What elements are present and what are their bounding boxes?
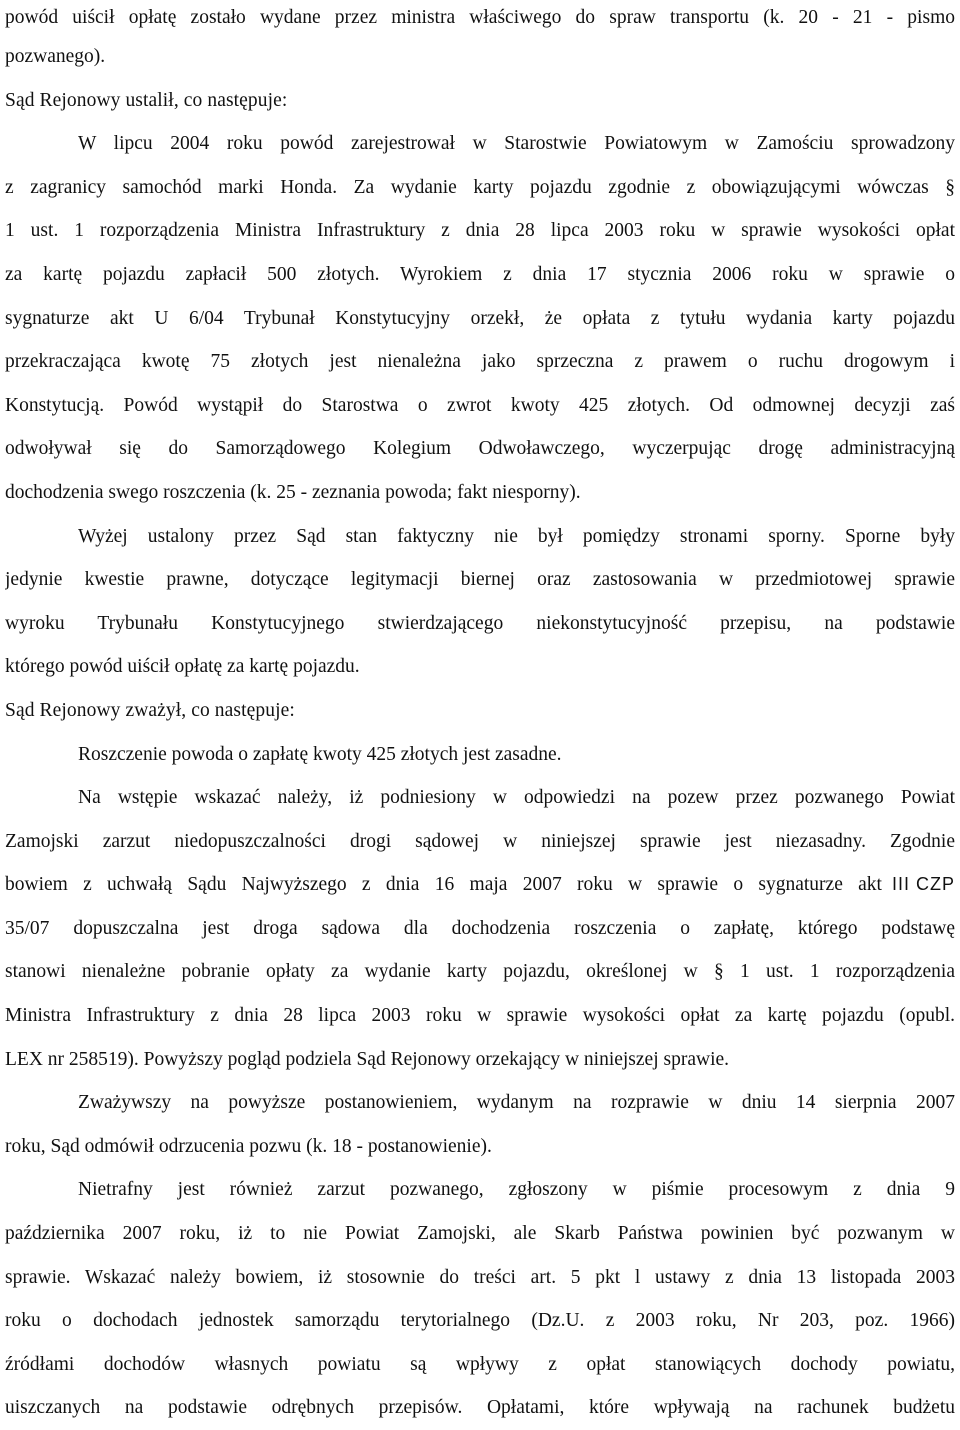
- text-line: którego powód uiścił opłatę za kartę pojazdu.: [5, 656, 360, 678]
- text-line: Zważywszy na powyższe postanowieniem, wydanym na rozprawie w dniu 14 sierpnia 2007: [78, 1092, 955, 1114]
- text-line-main: bowiem z uchwałą Sądu Najwyższego z dnia 16 maja 2007 roku w sprawie o sygnaturze akt: [5, 874, 882, 896]
- case-signature: III CZP: [891, 874, 955, 895]
- text-line: za kartę pojazdu zapłacił 500 złotych. Wyrokiem z dnia 17 stycznia 2006 roku w sprawie o: [5, 263, 955, 285]
- text-line: października 2007 roku, iż to nie Powiat Zamojski, ale Skarb Państwa powinien być pozwanym w: [5, 1223, 955, 1245]
- text-line: z zagranicy samochód marki Honda. Za wydanie karty pojazdu zgodnie z obowiązującymi wówczas §: [5, 176, 955, 198]
- text-line: roku, Sąd odmówił odrzucenia pozwu (k. 18 - postanowienie).: [5, 1135, 492, 1157]
- text-line: stanowi nienależne pobranie opłaty za wydanie karty pojazdu, określonej w § 1 ust. 1 rozporządzenia: [5, 961, 955, 983]
- text-line: 1 ust. 1 rozporządzenia Ministra Infrastruktury z dnia 28 lipca 2003 roku w sprawie wysokości opłat: [5, 220, 955, 242]
- text-line: pozwanego).: [5, 46, 106, 67]
- text-line: powód uiścił opłatę zostało wydane przez ministra właściwego do spraw transportu (k. 20 - 21 - pismo: [5, 7, 955, 28]
- text-line: Wyżej ustalony przez Sąd stan faktyczny nie był pomiędzy stronami sporny. Sporne były: [78, 525, 955, 547]
- text-line: Zamojski zarzut niedopuszczalności drogi sądowej w niniejszej sprawie jest niezasadny. Zgodnie: [5, 830, 955, 852]
- text-line: źródłami dochodów własnych powiatu są wpływy z opłat stanowiących dochody powiatu,: [5, 1353, 955, 1375]
- section-heading-reasoning: Sąd Rejonowy zważył, co następuje:: [5, 699, 295, 721]
- text-line: Ministra Infrastruktury z dnia 28 lipca 2003 roku w sprawie wysokości opłat za kartę pojazdu (opubl.: [5, 1005, 955, 1027]
- text-line: jedynie kwestie prawne, dotyczące legitymacji biernej oraz zastosowania w przedmiotowej sprawie: [5, 569, 955, 591]
- text-line: odwoływał się do Samorządowego Kolegium Odwoławczego, wyczerpując drogę administracyjną: [5, 438, 955, 460]
- text-line: uiszczanych na podstawie odrębnych przepisów. Opłatami, które wpływają na rachunek budżetu: [5, 1397, 955, 1419]
- text-line: Konstytucją. Powód wystąpił do Starostwa o zwrot kwoty 425 złotych. Od odmownej decyzji zaś: [5, 394, 955, 416]
- text-line: 35/07 dopuszczalna jest droga sądowa dla dochodzenia roszczenia o zapłatę, którego podstawę: [5, 917, 955, 939]
- text-line: LEX nr 258519). Powyższy pogląd podziela Sąd Rejonowy orzekający w niniejszej sprawie.: [5, 1048, 730, 1070]
- text-line: wyroku Trybunału Konstytucyjnego stwierdzającego niekonstytucyjność przepisu, na podstawie: [5, 612, 955, 634]
- text-line: przekraczająca kwotę 75 złotych jest nienależna jako sprzeczna z prawem o ruchu drogowym i: [5, 351, 955, 373]
- text-line: roku o dochodach jednostek samorządu terytorialnego (Dz.U. z 2003 roku, Nr 203, poz. 1966): [5, 1310, 955, 1332]
- text-line: sprawie. Wskazać należy bowiem, iż stosownie do treści art. 5 pkt l ustawy z dnia 13 listopada 2003: [5, 1266, 955, 1288]
- text-line: Roszczenie powoda o zapłatę kwoty 425 złotych jest zasadne.: [78, 743, 562, 765]
- document-page: [5, 0, 955, 1430]
- text-line: Na wstępie wskazać należy, iż podniesiony w odpowiedzi na pozew przez pozwanego Powiat: [78, 787, 955, 809]
- text-line-with-signature: [5, 863, 955, 907]
- section-heading-findings: Sąd Rejonowy ustalił, co następuje:: [5, 89, 288, 111]
- text-line: Nietrafny jest również zarzut pozwanego, zgłoszony w piśmie procesowym z dnia 9: [78, 1179, 955, 1201]
- text-line: dochodzenia swego roszczenia (k. 25 - zeznania powoda; fakt niesporny).: [5, 481, 581, 503]
- text-line: W lipcu 2004 roku powód zarejestrował w Starostwie Powiatowym w Zamościu sprowadzony: [78, 133, 955, 155]
- text-line: sygnaturze akt U 6/04 Trybunał Konstytucyjny orzekł, że opłata z tytułu wydania karty pojazdu: [5, 307, 955, 329]
